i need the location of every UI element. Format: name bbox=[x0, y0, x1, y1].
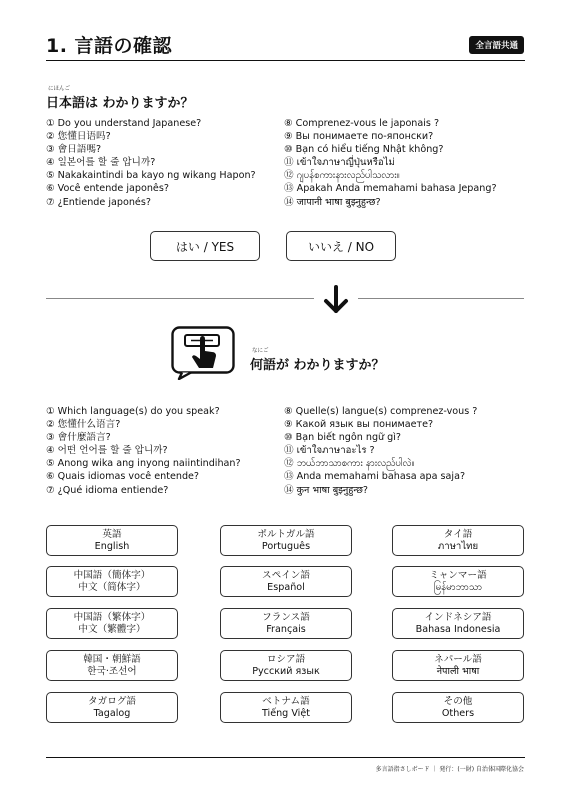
q1-left-list bbox=[46, 117, 256, 209]
lang-ja-label: ベトナム語 bbox=[262, 695, 310, 707]
footer-divider bbox=[46, 757, 525, 758]
lang-ja-label: 中国語（繁体字） bbox=[73, 611, 151, 623]
lang-native-label: မြန်မာဘာသာ bbox=[434, 582, 482, 593]
q1-item: ⑪ เข้าใจภาษาญี่ปุ่นหรือไม่ bbox=[284, 157, 395, 169]
no-button[interactable]: いいえ / NO bbox=[286, 231, 396, 261]
lang-english-button[interactable] bbox=[46, 525, 178, 556]
q1-item: ⑨ Вы понимаете по-японски? bbox=[284, 131, 434, 143]
q2-item: ① Which language(s) do you speak? bbox=[46, 406, 220, 417]
lang-native-label: Русский язык bbox=[252, 666, 320, 677]
footer-credit: 多言語指さしボード ｜ 発行：(一財) 自治体国際化協会 bbox=[375, 766, 524, 773]
q2-ruby: なにご bbox=[252, 348, 269, 354]
page-title: 1. 言語の確認 bbox=[46, 35, 173, 57]
lang-myanmar-button[interactable] bbox=[392, 566, 524, 597]
q1-item: ⑧ Comprenez-vous le japonais ? bbox=[284, 118, 440, 129]
lang-ja-label: ミャンマー語 bbox=[429, 569, 487, 581]
lang-native-label: Tagalog bbox=[93, 708, 131, 719]
lang-spanish-button[interactable] bbox=[220, 566, 352, 597]
lang-native-label: नेपाली भाषा bbox=[436, 666, 480, 677]
lang-ja-label: タガログ語 bbox=[88, 695, 136, 707]
lang-russian-button[interactable] bbox=[220, 650, 352, 681]
lang-ja-label: 韓国・朝鮮語 bbox=[83, 653, 141, 665]
lang-ja-label: スペイン語 bbox=[262, 569, 310, 581]
lang-ja-label: インドネシア語 bbox=[424, 611, 492, 623]
lang-ja-label: 英語 bbox=[102, 528, 122, 540]
lang-nepali-button[interactable] bbox=[392, 650, 524, 681]
lang-native-label: Tiếng Việt bbox=[261, 708, 311, 719]
q1-item: ② 您懂日语吗? bbox=[46, 131, 111, 143]
q1-item: ④ 일본어를 할 줄 압니까? bbox=[46, 157, 156, 169]
lang-native-label: English bbox=[94, 541, 130, 552]
lang-ja-label: フランス語 bbox=[262, 611, 310, 623]
q2-left-list bbox=[46, 405, 241, 497]
q2-title: 何語が わかりますか？ bbox=[250, 358, 385, 373]
lang-others-button[interactable] bbox=[392, 692, 524, 723]
lang-vietnamese-button[interactable] bbox=[220, 692, 352, 723]
lang-chinese-simplified-button[interactable] bbox=[46, 566, 178, 597]
q2-item: ⑥ Quais idiomas você entende? bbox=[46, 471, 200, 483]
q1-item: ⑭ जापानी भाषा बुझ्नुहुन्छ? bbox=[284, 196, 381, 208]
divider-right bbox=[358, 298, 524, 299]
q2-item: ④ 어떤 언어를 할 줄 압니까? bbox=[46, 445, 168, 457]
lang-native-label: 中文（简体字） bbox=[78, 582, 146, 593]
lang-tagalog-button[interactable] bbox=[46, 692, 178, 723]
lang-korean-button[interactable] bbox=[46, 650, 178, 681]
lang-native-label: Español bbox=[267, 582, 305, 593]
q2-item: ⑪ เข้าใจภาษาอะไร ? bbox=[284, 445, 375, 457]
q2-right-list bbox=[284, 405, 477, 497]
q1-ruby: にほんご bbox=[48, 86, 71, 92]
q2-item: ⑨ Какой язык вы понимаете? bbox=[284, 419, 434, 431]
q2-item: ⑤ Anong wika ang inyong naiintindihan? bbox=[46, 458, 241, 470]
q1-right-list bbox=[284, 117, 497, 209]
lang-indonesian-button[interactable] bbox=[392, 608, 524, 639]
q2-item: ③ 會什麼語言? bbox=[46, 432, 111, 444]
q2-item: ⑩ Bạn biết ngôn ngữ gì? bbox=[284, 432, 402, 444]
q2-item: ⑬ Anda memahami bahasa apa saja? bbox=[284, 471, 466, 483]
q1-item: ⑦ ¿Entiende japonés? bbox=[46, 196, 151, 208]
lang-native-label: Bahasa Indonesia bbox=[415, 624, 501, 635]
q1-title: 日本語は わかりますか？ bbox=[46, 96, 194, 111]
lang-chinese-traditional-button[interactable] bbox=[46, 608, 178, 639]
q1-item: ① Do you understand Japanese? bbox=[46, 118, 202, 129]
lang-native-label: 中文（繁體字） bbox=[78, 624, 146, 635]
all-languages-badge: 全言語共通 bbox=[469, 36, 524, 54]
lang-thai-button[interactable] bbox=[392, 525, 524, 556]
q1-item: ⑥ Você entende japonês? bbox=[46, 183, 169, 195]
q1-item: ⑫ ဂျပန်စကားနားလည်ပါသလား။ bbox=[284, 170, 400, 182]
header-divider bbox=[46, 60, 525, 61]
lang-ja-label: タイ語 bbox=[443, 528, 473, 540]
q2-item: ⑭ कुन भाषा बुझ्नुहुन्छ? bbox=[284, 484, 368, 496]
lang-french-button[interactable] bbox=[220, 608, 352, 639]
lang-ja-label: ポルトガル語 bbox=[257, 528, 315, 540]
lang-native-label: Français bbox=[266, 624, 306, 635]
lang-ja-label: ロシア語 bbox=[266, 653, 306, 665]
lang-ja-label: その他 bbox=[443, 695, 473, 707]
lang-native-label: Português bbox=[261, 541, 311, 552]
lang-portuguese-button[interactable] bbox=[220, 525, 352, 556]
q1-item: ⑬ Apakah Anda memahami bahasa Jepang? bbox=[284, 183, 497, 195]
lang-native-label: Others bbox=[441, 708, 475, 719]
yes-button[interactable]: はい / YES bbox=[150, 231, 260, 261]
lang-ja-label: 中国語（簡体字） bbox=[73, 569, 151, 581]
q1-item: ⑤ Nakakaintindi ba kayo ng wikang Hapon? bbox=[46, 170, 256, 182]
q2-item: ⑧ Quelle(s) langue(s) comprenez-vous ? bbox=[284, 406, 478, 417]
q2-item: ⑫ ဘယ်ဘာသာစကား နားလည်ပါလဲ။ bbox=[284, 458, 415, 470]
q2-item: ⑦ ¿Qué idioma entiende? bbox=[46, 484, 169, 496]
q1-item: ③ 會日語嗎? bbox=[46, 144, 102, 156]
lang-ja-label: ネパール語 bbox=[434, 653, 482, 665]
lang-native-label: 한국·조선어 bbox=[87, 666, 137, 677]
pointing-hand-icon bbox=[171, 326, 235, 380]
divider-left bbox=[46, 298, 314, 299]
q1-item: ⑩ Bạn có hiểu tiếng Nhật không? bbox=[284, 144, 444, 156]
arrow-down-icon bbox=[322, 285, 350, 315]
lang-native-label: ภาษาไทย bbox=[437, 541, 479, 552]
q2-item: ② 您懂什么语言? bbox=[46, 419, 121, 431]
